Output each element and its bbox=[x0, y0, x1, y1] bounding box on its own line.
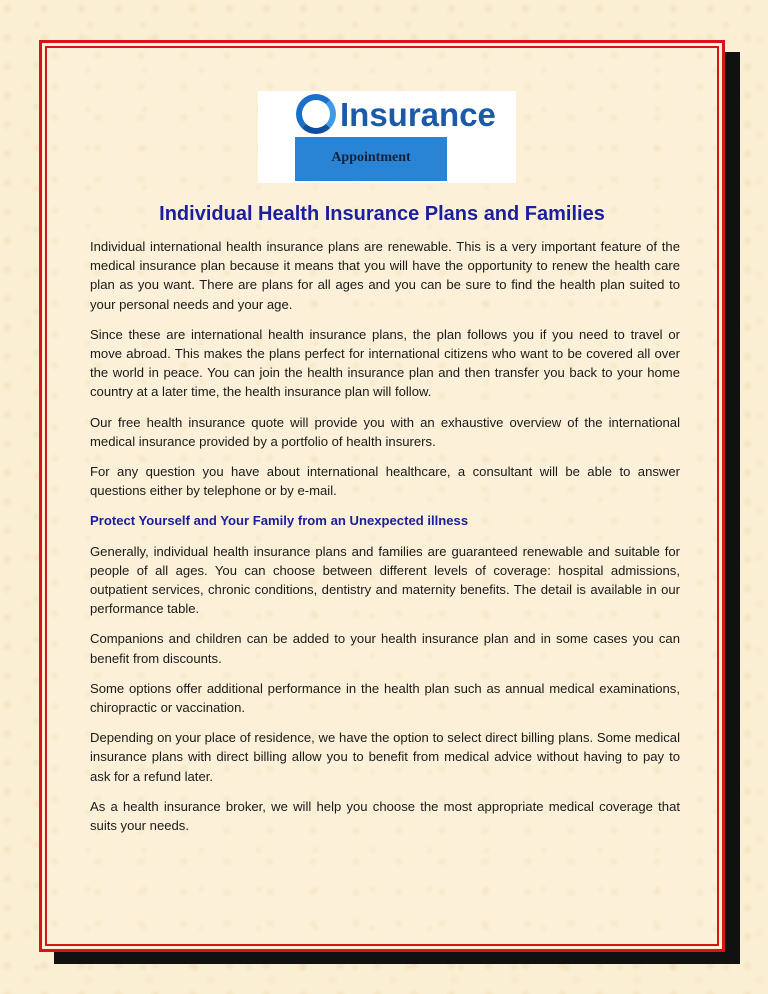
paragraph: Generally, individual health insurance plans and families are guaranteed renewable and suitable for people of all ages. You can choose between different levels of coverage: hospital admissions, outpatient services, chronic conditions, dentistry and maternity benefits. The detail is available in our performance table. bbox=[90, 543, 680, 617]
paragraph: Our free health insurance quote will provide you with an exhaustive overview of the international medical insurance provided by a portfolio of health insurers. bbox=[90, 414, 680, 449]
paragraph: Companions and children can be added to your health insurance plan and in some cases you can benefit from discounts. bbox=[90, 631, 680, 666]
section-subheading: Protect Yourself and Your Family from an Unexpected illness bbox=[90, 513, 469, 529]
insurance-ring-icon bbox=[296, 94, 336, 134]
document-frame bbox=[39, 40, 725, 952]
paragraph: Some options offer additional performance in the health plan such as annual medical examinations, chiropractic or vaccination. bbox=[90, 680, 680, 716]
insurance-logo bbox=[258, 91, 516, 183]
appointment-label: Appointment bbox=[331, 150, 411, 165]
paragraph: Depending on your place of residence, we have the option to select direct billing plans. Some medical insurance plans with direct billing allow you to benefit from medical advice without having to pay to ask for a refund later. bbox=[90, 730, 680, 784]
paragraph: As a health insurance broker, we will help you choose the most appropriate medical coverage that suits your needs. bbox=[90, 798, 680, 834]
paragraph: For any question you have about international healthcare, a consultant will be able to answer questions either by telephone or by e-mail. bbox=[90, 464, 680, 499]
page-title: Individual Health Insurance Plans and Families bbox=[159, 203, 605, 225]
article-body bbox=[90, 237, 680, 846]
paragraph: Individual international health insurance plans are renewable. This is a very important feature of the medical insurance plan because it means that you will have the opportunity to renew the health care plan as you want. There are plans for all ages and you can be sure to find the health plan suited to your personal needs and your age. bbox=[90, 239, 680, 312]
logo-top bbox=[258, 91, 516, 137]
paragraph: Since these are international health insurance plans, the plan follows you if you need to travel or move abroad. This makes the plans perfect for international citizens who want to be covered all over the world in peace. You can join the health insurance plan and then transfer you back to your home country at a later time, the health insurance plan will follow. bbox=[90, 326, 680, 400]
appointment-band bbox=[295, 137, 447, 181]
logo-wordmark: Insurance bbox=[340, 96, 496, 133]
